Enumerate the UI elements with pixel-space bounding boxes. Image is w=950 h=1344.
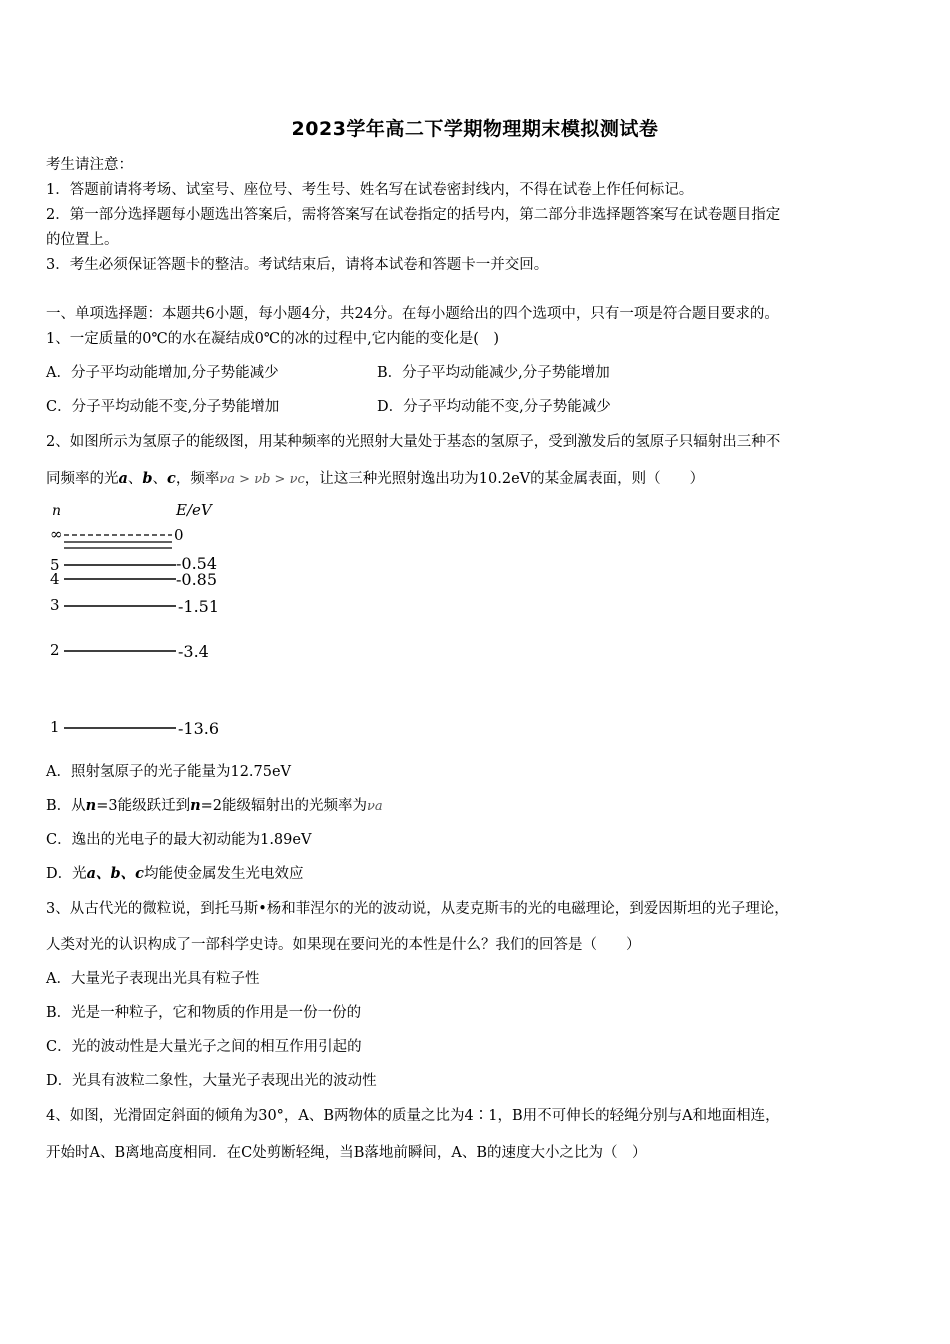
- n-symbol: n: [85, 797, 97, 814]
- question-1-stem: 1、一定质量的0℃的水在凝结成0℃的冰的过程中,它内能的变化是( ): [46, 331, 500, 347]
- energy-axis-label: E/eV: [176, 501, 212, 519]
- light-c: c: [167, 470, 176, 487]
- notice-heading: 考生请注意：: [46, 157, 133, 173]
- q3-option-d: D．光具有波粒二象性，大量光子表现出光的波动性: [46, 1073, 377, 1089]
- question-3-stem-line2: 人类对光的认识构成了一部科学史诗。如果现在要问光的本性是什么？我们的回答是（ ）: [46, 937, 641, 953]
- q2-option-b-text: B．从: [46, 798, 86, 814]
- light-b: b: [142, 470, 153, 487]
- n-axis-label: n: [52, 503, 62, 519]
- light-a: a: [118, 470, 128, 487]
- q2-option-c: C．逸出的光电子的最大初动能为1.89eV: [46, 832, 312, 848]
- notice-item: 3．考生必须保证答题卡的整洁。考试结束后，请将本试卷和答题卡一并交回。: [46, 257, 549, 273]
- q1-option-b: B．分子平均动能减少,分子势能增加: [377, 365, 610, 381]
- question-2-stem-line2: [46, 467, 704, 488]
- n-symbol: n: [190, 797, 201, 814]
- question-3-stem-line1: 3、从古代光的微粒说，到托马斯•杨和菲涅尔的光的波动说，从麦克斯韦的光的电磁理论，到爱因斯坦的光子理论，: [46, 901, 789, 917]
- q2-sep: 、: [127, 471, 143, 487]
- level-n-label: 2: [50, 641, 60, 659]
- level-energy-label: -0.54: [176, 554, 218, 573]
- q2-stem-text: 同频率的光: [46, 471, 119, 487]
- level-n-label: 1: [50, 718, 60, 736]
- level-n-label: ∞: [50, 525, 63, 543]
- q2-option-d-text: D．光: [46, 866, 87, 882]
- notice-item: 1．答题前请将考场、试室号、座位号、考生号、姓名写在试卷密封线内，不得在试卷上作任何标记。: [46, 182, 694, 198]
- level-n-label: 5: [50, 556, 60, 574]
- notice-item: 2．第一部分选择题每小题选出答案后，需将答案写在试卷指定的括号内，第二部分非选择题答案写在试卷题目指定: [46, 207, 781, 223]
- page-title: 2023学年高二下学期物理期末模拟测试卷: [291, 118, 659, 140]
- q2-option-d: [46, 862, 304, 883]
- energy-level-diagram: [46, 495, 236, 745]
- light-abc: a、b、c: [86, 865, 145, 882]
- level-n-label: 4: [50, 570, 60, 588]
- q3-option-a: A．大量光子表现出光具有粒子性: [46, 971, 260, 987]
- notice-item: 的位置上。: [46, 232, 119, 248]
- question-4-stem-line2: 开始时A、B离地高度相同．在C处剪断轻绳，当B落地前瞬间，A、B的速度大小之比为（ ）: [46, 1145, 647, 1161]
- level-n-label: 3: [50, 596, 60, 614]
- q2-option-b-text: =3能级跃迁到: [96, 798, 191, 814]
- frequency-symbol: νa: [367, 799, 383, 814]
- level-energy-label: -0.85: [176, 570, 218, 589]
- q2-option-d-text: 均能使金属发生光电效应: [144, 866, 304, 882]
- question-4-stem-line1: 4、如图，光滑固定斜面的倾角为30°，A、B两物体的质量之比为4∶1，B用不可伸长的轻绳分别与A和地面相连，: [46, 1108, 780, 1124]
- q3-option-b: B．光是一种粒子，它和物质的作用是一份一份的: [46, 1005, 362, 1021]
- q2-sep: 、: [152, 471, 168, 487]
- q2-option-b: [46, 794, 383, 815]
- q2-option-a: A．照射氢原子的光子能量为12.75eV: [46, 764, 292, 780]
- q1-option-d: D．分子平均动能不变,分子势能减少: [377, 399, 611, 415]
- q2-option-b-text: =2能级辐射出的光频率为: [200, 798, 367, 814]
- section-heading: 一、单项选择题：本题共6小题，每小题4分，共24分。在每小题给出的四个选项中，只有一项是符合题目要求的。: [46, 306, 779, 322]
- level-energy-label: -1.51: [178, 597, 220, 616]
- q2-stem-text: ，让这三种光照射逸出功为10.2eV的某金属表面，则（ ）: [304, 471, 705, 487]
- q2-stem-text: ，频率: [175, 471, 220, 487]
- question-2-stem-line1: 2、如图所示为氢原子的能级图，用某种频率的光照射大量处于基态的氢原子，受到激发后的氢原子只辐射出三种不: [46, 434, 781, 450]
- level-energy-label: 0: [174, 526, 184, 544]
- frequency-relation: νa > νb > νc: [219, 472, 305, 487]
- q1-option-c: C．分子平均动能不变,分子势能增加: [46, 399, 280, 415]
- q3-option-c: C．光的波动性是大量光子之间的相互作用引起的: [46, 1039, 362, 1055]
- level-energy-label: -13.6: [178, 719, 220, 738]
- level-energy-label: -3.4: [178, 642, 209, 661]
- q1-option-a: A．分子平均动能增加,分子势能减少: [46, 365, 279, 381]
